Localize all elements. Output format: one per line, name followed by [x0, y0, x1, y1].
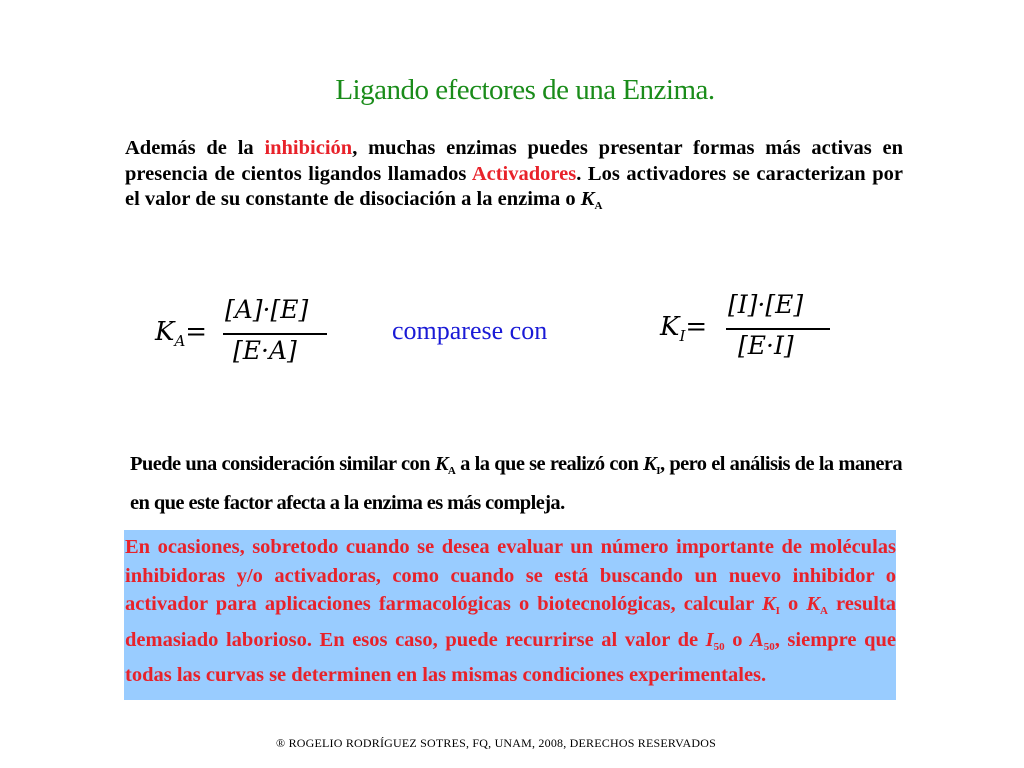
inhibicion-term: inhibición	[264, 137, 353, 159]
formula-ka-numerator: [A]·[E]	[225, 295, 309, 324]
formula-ka	[155, 295, 335, 375]
slide-title: Ligando efectores de una Enzima.	[335, 74, 715, 106]
compare-text: comparese con	[392, 316, 548, 345]
formula-ka-lhs: $K_A=$	[155, 317, 208, 350]
formula-ka-fraction-bar	[223, 333, 327, 335]
ka-symbol: K	[580, 188, 595, 210]
formula-ki-denominator: [E·I]	[738, 331, 794, 360]
formula-ki-lhs: $K_I=$	[660, 312, 708, 345]
highlight-paragraph: En ocasiones, sobretodo cuando se desea evaluar un número importante de moléculas inhibidoras y/o activadoras, como cuando se está buscando un nuevo inhibidor o activador para aplicaciones farmacológicas o biotecnológicas, calcular $K_I$ o $K_A$ resulta demasiado laborioso. En esos caso, puede recurrirse al valor de $I_{50}$ o $A_{50}$, siempre que todas las curvas se determinen en las mismas condiciones experimentales.	[125, 536, 897, 686]
copyright-footer: ® ROGELIO RODRÍGUEZ SOTRES, FQ, UNAM, 2008, DERECHOS RESERVADOS	[276, 736, 716, 750]
formula-ka-denominator: [E·A]	[233, 336, 297, 365]
formula-ki	[660, 290, 840, 370]
intro-paragraph: Además de la inhibición, muchas enzimas puedes presentar formas más activas en presencia de cientos ligandos llamados Activadores. Los activadores se caracterizan por el valor de su constante de disociación a la enzima o $K_A$	[125, 137, 903, 212]
formula-ki-fraction-bar	[726, 328, 830, 330]
comparison-paragraph: Puede una consideración similar con $K_A$ a la que se realizó con $K_I$, pero el análisis de la manera en que este factor afecta a la enzima es más compleja.	[130, 453, 903, 514]
formula-ki-numerator: [I]·[E]	[728, 290, 804, 319]
activadores-term: Activadores	[471, 162, 577, 185]
